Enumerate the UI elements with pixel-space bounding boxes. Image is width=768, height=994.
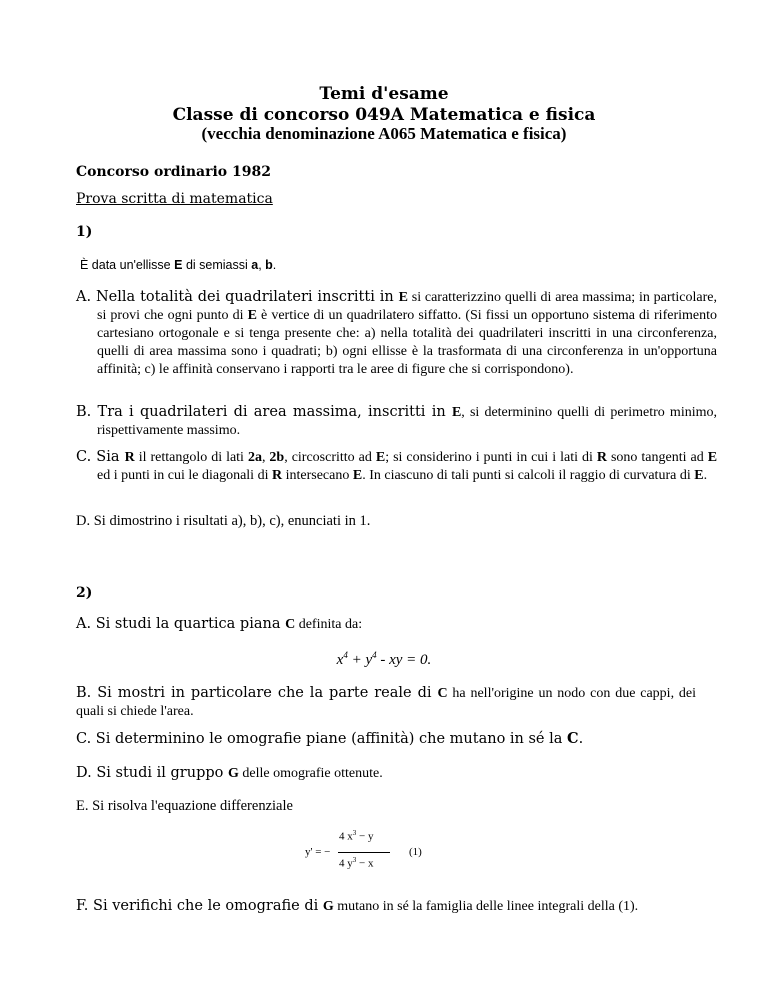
title-line-3: (vecchia denominazione A065 Matematica e fisica) bbox=[201, 124, 567, 143]
de-lhs: y' = − bbox=[305, 846, 331, 858]
question-1-item-c: C. Sia R il rettangolo di lati 2a, 2b, circoscritto ad E; si considerino i punti in cui i lati di R sono tangenti ad E ed i punti in cui le diagonali di R intersecano E. In ciascuno di tali punti si calcoli il raggio di curvatura di E. bbox=[76, 449, 718, 483]
question-1-intro: È data un'ellisse E di semiassi a, b. bbox=[80, 258, 277, 272]
title-line-2: Classe di concorso 049A Matematica e fisica bbox=[172, 105, 596, 125]
de-numerator: 4 $x^3 - y$ bbox=[339, 829, 374, 843]
title-line-1: Temi d'esame bbox=[319, 84, 449, 104]
question-2-item-b: B. Si mostri in particolare che la parte reale di C ha nell'origine un nodo con due cappi, dei quali si chiede l'area. bbox=[76, 685, 697, 719]
prova-heading: Prova scritta di matematica bbox=[76, 191, 273, 207]
quartic-equation: $x^4 + y^4$ - xy = 0. bbox=[336, 650, 432, 668]
question-2-item-f: F. Si verifichi che le omografie di G mutano in sé la famiglia delle linee integrali della (1). bbox=[76, 898, 639, 914]
question-2-item-e: E. Si risolva l'equazione differenziale bbox=[76, 798, 293, 814]
question-1-item-d: D. Si dimostrino i risultati a), b), c), enunciati in 1. bbox=[76, 513, 371, 529]
concorso-heading: Concorso ordinario 1982 bbox=[76, 164, 271, 180]
fraction-bar bbox=[338, 852, 390, 853]
question-1-item-a: A. Nella totalità dei quadrilateri inscritti in E si caratterizzino quelli di area massima; in particolare, si provi che ogni punto di E è vertice di un quadrilatero siffatto. (Si fissi un opportuno sistema di riferimento cartesiano ortogonale e si tenga presente che: a) nella totalità dei quadrilateri inscritti in una circonferenza, quelli di area massima sono i quadrati; b) ogni ellisse è la trasformata di una circonferenza in un'opportuna affinità; c) le affinità conservano i rapporti tra le aree di figure che si corrispondono). bbox=[76, 289, 717, 377]
equation-number: (1) bbox=[409, 846, 422, 858]
question-2-item-a: A. Si studi la quartica piana C definita da: bbox=[76, 616, 363, 632]
question-1-number: 1) bbox=[76, 224, 93, 240]
question-2-number: 2) bbox=[76, 585, 93, 601]
question-1-item-b: B. Tra i quadrilateri di area massima, inscritti in E, si determinino quelli di perimetro minimo, rispettivamente massimo. bbox=[76, 404, 717, 438]
question-2-item-d: D. Si studi il gruppo G delle omografie ottenute. bbox=[76, 765, 383, 781]
question-2-item-c: C. Si determinino le omografie piane (affinità) che mutano in sé la C. bbox=[76, 730, 584, 747]
de-denominator: 4 $y^3 - x$ bbox=[339, 856, 374, 870]
